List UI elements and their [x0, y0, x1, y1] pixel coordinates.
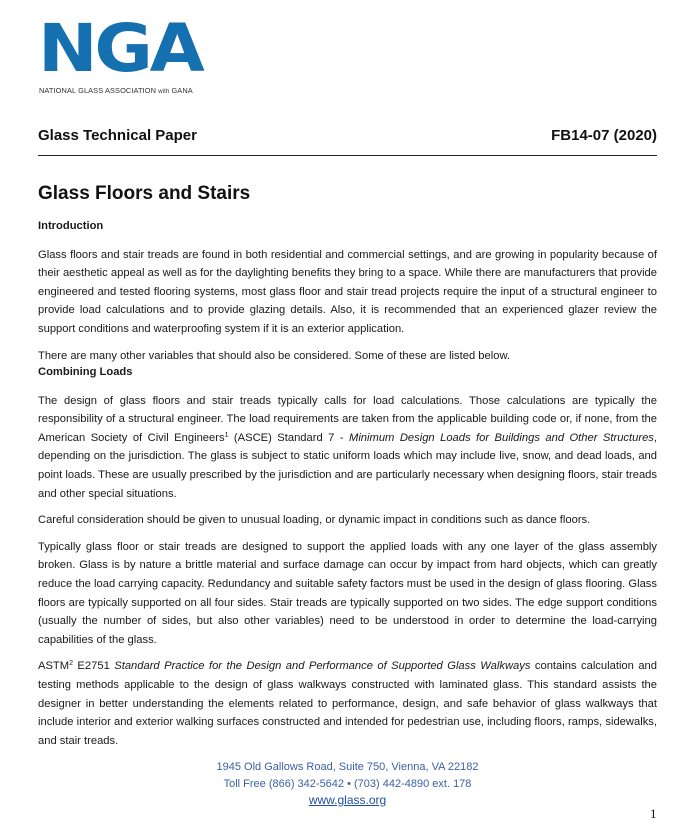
page-title: Glass Floors and Stairs — [38, 183, 251, 204]
website-link[interactable]: www.glass.org — [308, 793, 387, 807]
nga-logo — [38, 10, 218, 98]
footnote-ref: 2 — [69, 660, 73, 668]
paragraph: There are many other variables that should also be considered. Some of these are listed below. — [38, 349, 511, 362]
paragraph: Typically glass floor or stair treads are designed to support the applied loads with any one layer of the glass assembly broken. Glass is by nature a brittle material and surface damage can occur by impact from hard objects, which can greatly reduce the load carrying capacity. Redundancy and suitable safety factors must be used in the design of glass flooring. Glass floors are typically supported on all four sides. Stair treads are typically supported on two sides. The edge support conditions (usually the number of sides, but also other variables) need to be understood in order to determine the load-carrying capabilities of the glass. — [38, 540, 657, 646]
document-header — [38, 125, 657, 156]
footer-address: 1945 Old Gallows Road, Suite 750, Vienna, VA 22182 — [216, 761, 479, 773]
logo-subtitle: NATIONAL GLASS ASSOCIATION with GANA — [39, 86, 193, 95]
logo-letters: NGA — [38, 10, 202, 87]
page-footer — [0, 759, 695, 810]
footnote-ref: 1 — [224, 431, 229, 439]
page-number: 1 — [650, 806, 657, 821]
paragraph: The design of glass floors and stair treads typically calls for load calculations. Those calculations are typically the responsibility of a structural engineer. The load requirements are taken from the applicable building code or, if none, from the American Society of Civil Engineers$^1$ (ASCE) Standard 7 - Minimum Design Loads for Buildings and Other Structures, depending on the jurisdiction. The glass is subject to static uniform loads which may include live, snow, and dead loads, and point loads. These are usually prescribed by the jurisdiction and are particularly necessary when designing floors, stair treads and other special situations. — [38, 394, 658, 500]
footer-phone: Toll Free (866) 342-5642 • (703) 442-4890 ext. 178 — [223, 777, 472, 790]
section-introduction — [38, 217, 657, 365]
section-heading: Introduction — [38, 220, 104, 232]
header-doc-type: Glass Technical Paper — [38, 127, 197, 144]
paragraph: Glass floors and stair treads are found in both residential and commercial settings, and are growing in popularity because of their aesthetic appeal as well as for the daylighting benefits they bring to a space. While there are manufacturers that provide engineered and tested flooring systems, most glass floor and stair tread projects require the input of a structural engineer to provide load calculations and to provide glazing details. Also, it is recommended that an experienced glazer review the support conditions and waterproofing system if it is an exterior application. — [38, 248, 657, 335]
header-doc-number: FB14-07 (2020) — [551, 127, 657, 144]
paragraph: Careful consideration should be given to unusual loading, or dynamic impact in conditions such as dance floors. — [38, 514, 591, 527]
paragraph: ASTM$^2$ E2751 Standard Practice for the Design and Performance of Supported Glass Walkways contains calculation and testing methods applicable to the design of glass walkways constructed with laminated glass. This standard assists the designer in better understanding the elements related to performance, design, and safe behavior of glass walkways that include interior and exterior walking surfaces constructed and intended for pedestrian use, including floors, ramps, sidewalks, and stair treads. — [38, 660, 657, 747]
section-heading: Combining Loads — [38, 366, 133, 378]
section-combining-loads — [38, 363, 657, 750]
